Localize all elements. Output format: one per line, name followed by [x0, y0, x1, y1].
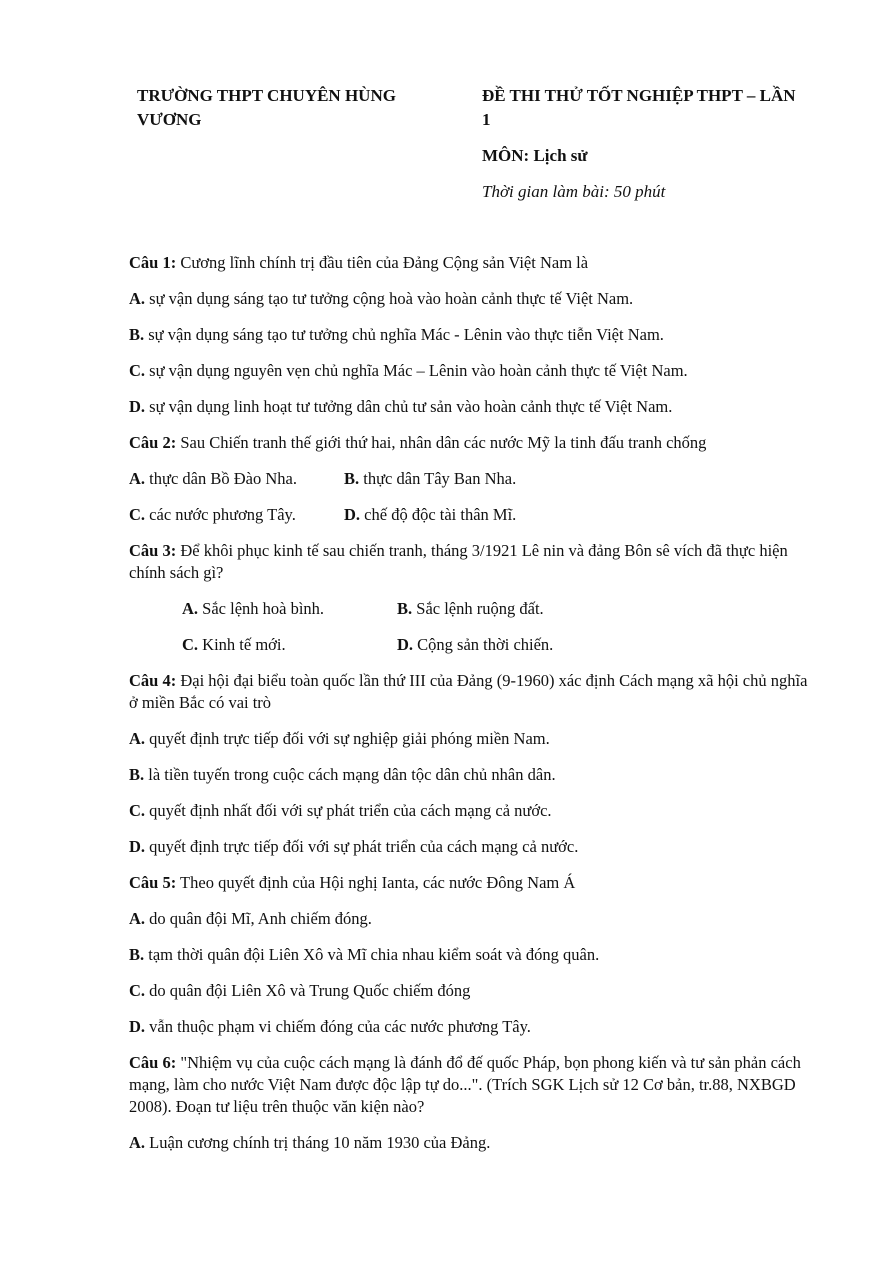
option-key: B.: [344, 469, 360, 488]
option-text: thực dân Bồ Đào Nha.: [145, 469, 297, 488]
question-text: Đại hội đại biểu toàn quốc lần thứ III của Đảng (9-1960) xác định Cách mạng xã hội chủ nghĩa ở miền Bắc có vai trò: [129, 671, 808, 712]
question-text: Để khôi phục kinh tế sau chiến tranh, tháng 3/1921 Lê nin và đảng Bôn sê vích đã thực hiện chính sách gì?: [129, 541, 788, 582]
question-4: [129, 670, 809, 714]
question-text: Theo quyết định của Hội nghị Ianta, các nước Đông Nam Á: [176, 873, 576, 892]
exam-time: Thời gian làm bài: 50 phút: [482, 182, 666, 201]
option-text: Sắc lệnh ruộng đất.: [412, 599, 544, 618]
options-row: [129, 468, 809, 490]
question-label: Câu 3:: [129, 541, 177, 560]
option-key: C.: [129, 505, 146, 524]
option-c: [129, 360, 809, 382]
option-text: do quân đội Mĩ, Anh chiếm đóng.: [145, 909, 372, 928]
question-label: Câu 6:: [129, 1053, 177, 1072]
question-label: Câu 5:: [129, 873, 177, 892]
exam-subject: MÔN: Lịch sử: [482, 146, 588, 165]
option-text: Sắc lệnh hoà bình.: [198, 599, 325, 618]
option-key: B.: [129, 945, 145, 964]
option-a: [182, 598, 397, 620]
option-b: [344, 468, 516, 490]
option-c: [129, 980, 809, 1002]
option-text: quyết định trực tiếp đối với sự nghiệp giải phóng miền Nam.: [145, 729, 550, 748]
question-2: [129, 432, 809, 454]
option-key: A.: [129, 289, 146, 308]
option-key: B.: [129, 765, 145, 784]
option-b: [129, 324, 809, 346]
options-row: [129, 634, 809, 656]
options-row: [129, 504, 809, 526]
option-key: C.: [129, 361, 146, 380]
option-key: C.: [182, 635, 199, 654]
option-a: [129, 1132, 809, 1154]
option-key: C.: [129, 801, 146, 820]
option-text: quyết định trực tiếp đối với sự phát triển của cách mạng cả nước.: [145, 837, 579, 856]
option-d: [129, 836, 809, 858]
option-key: A.: [129, 1133, 146, 1152]
exam-title: ĐỀ THI THỬ TỐT NGHIỆP THPT – LẦN 1: [482, 86, 796, 129]
option-text: là tiền tuyến trong cuộc cách mạng dân tộc dân chủ nhân dân.: [144, 765, 556, 784]
option-key: A.: [129, 729, 146, 748]
option-b: [129, 944, 809, 966]
question-label: Câu 4:: [129, 671, 177, 690]
option-text: thực dân Tây Ban Nha.: [359, 469, 517, 488]
option-text: quyết định nhất đối với sự phát triển của cách mạng cả nước.: [145, 801, 552, 820]
option-key: D.: [129, 1017, 146, 1036]
option-key: D.: [397, 635, 414, 654]
option-b: [397, 598, 544, 620]
option-key: A.: [182, 599, 199, 618]
option-text: sự vận dụng linh hoạt tư tưởng dân chủ tư sản vào hoàn cảnh thực tế Việt Nam.: [145, 397, 673, 416]
question-1: [129, 252, 809, 274]
option-text: tạm thời quân đội Liên Xô và Mĩ chia nhau kiểm soát và đóng quân.: [144, 945, 600, 964]
option-d: [129, 396, 809, 418]
questions: [129, 252, 809, 1168]
question-5: [129, 872, 809, 894]
option-d: [344, 504, 516, 526]
option-text: Cộng sản thời chiến.: [413, 635, 554, 654]
question-6: [129, 1052, 809, 1118]
options-row: [129, 598, 809, 620]
question-label: Câu 2:: [129, 433, 177, 452]
option-key: B.: [129, 325, 145, 344]
option-d: [129, 1016, 809, 1038]
option-key: B.: [397, 599, 413, 618]
option-text: do quân đội Liên Xô và Trung Quốc chiếm đóng: [145, 981, 471, 1000]
option-a: [129, 728, 809, 750]
option-text: các nước phương Tây.: [145, 505, 296, 524]
option-a: [129, 288, 809, 310]
option-key: A.: [129, 909, 146, 928]
option-d: [397, 634, 553, 656]
question-3: [129, 540, 809, 584]
option-text: sự vận dụng sáng tạo tư tưởng cộng hoà vào hoàn cảnh thực tế Việt Nam.: [145, 289, 634, 308]
option-text: sự vận dụng sáng tạo tư tưởng chủ nghĩa Mác - Lênin vào thực tiễn Việt Nam.: [144, 325, 664, 344]
option-key: C.: [129, 981, 146, 1000]
option-key: D.: [129, 837, 146, 856]
option-text: chế độ độc tài thân Mĩ.: [360, 505, 517, 524]
option-text: vẫn thuộc phạm vi chiếm đóng của các nước phương Tây.: [145, 1017, 531, 1036]
option-c: [182, 634, 397, 656]
option-key: D.: [344, 505, 361, 524]
question-label: Câu 1:: [129, 253, 177, 272]
option-a: [129, 468, 344, 490]
option-c: [129, 504, 344, 526]
option-key: A.: [129, 469, 146, 488]
option-text: sự vận dụng nguyên vẹn chủ nghĩa Mác – Lênin vào hoàn cảnh thực tế Việt Nam.: [145, 361, 688, 380]
exam-header: [482, 84, 802, 204]
option-a: [129, 908, 809, 930]
option-key: D.: [129, 397, 146, 416]
option-text: Luận cương chính trị tháng 10 năm 1930 của Đảng.: [145, 1133, 491, 1152]
option-b: [129, 764, 809, 786]
school-name: TRƯỜNG THPT CHUYÊN HÙNG VƯƠNG: [137, 86, 396, 129]
option-c: [129, 800, 809, 822]
question-text: Cương lĩnh chính trị đầu tiên của Đảng Cộng sản Việt Nam là: [176, 253, 589, 272]
question-text: Sau Chiến tranh thế giới thứ hai, nhân dân các nước Mỹ la tinh đấu tranh chống: [176, 433, 707, 452]
option-text: Kinh tế mới.: [198, 635, 286, 654]
question-text: "Nhiệm vụ của cuộc cách mạng là đánh đổ đế quốc Pháp, bọn phong kiến và tư sản phản cách mạng, làm cho nước Việt Nam được độc lập tự do...". (Trích SGK Lịch sử 12 Cơ bản, tr.88, NXBGD 2008). Đoạn tư liệu trên thuộc văn kiện nào?: [129, 1053, 801, 1116]
